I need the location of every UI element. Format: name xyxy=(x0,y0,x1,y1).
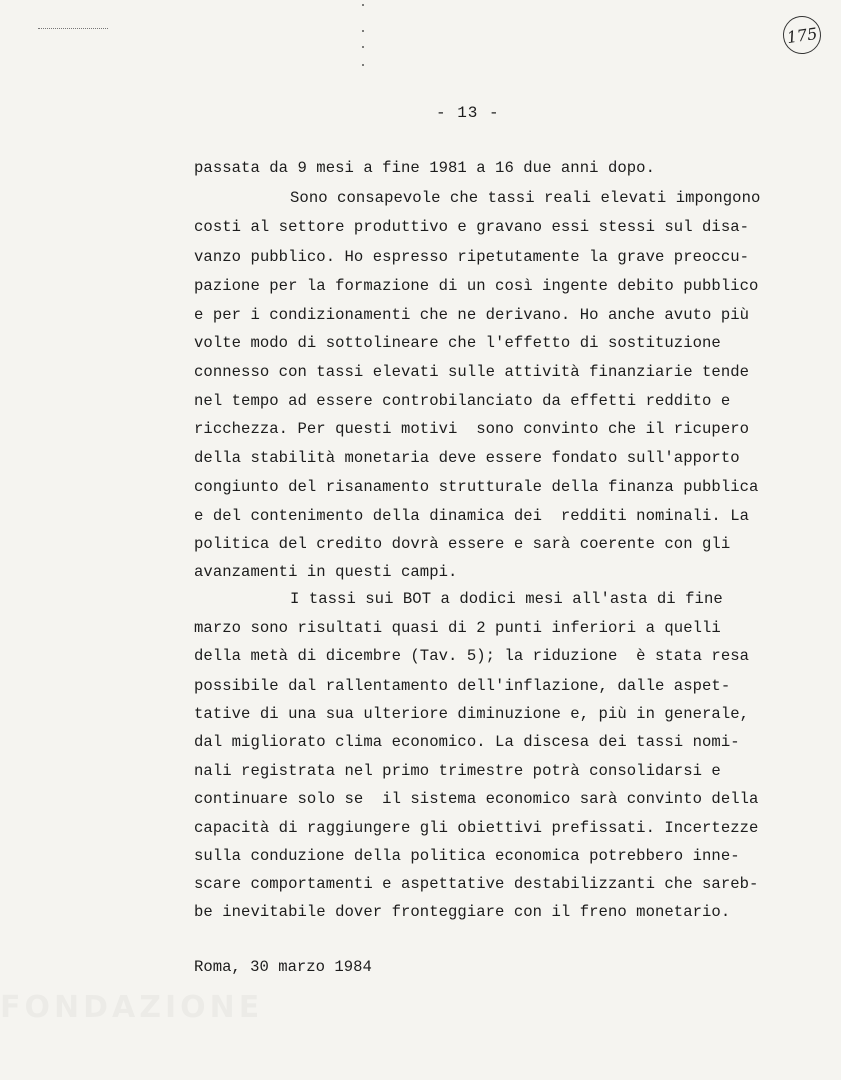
text-line: volte modo di sottolineare che l'effetto di sostituzione xyxy=(194,334,721,352)
text-line: possibile dal rallentamento dell'inflazione, dalle aspet- xyxy=(194,677,731,695)
text-line: be inevitabile dover fronteggiare con il freno monetario. xyxy=(194,903,731,921)
text-line: nel tempo ad essere controbilanciato da effetti reddito e xyxy=(194,392,731,410)
text-line: nali registrata nel primo trimestre potrà consolidarsi e xyxy=(194,762,721,780)
text-line: avanzamenti in questi campi. xyxy=(194,563,458,581)
text-line: della stabilità monetaria deve essere fondato sull'apporto xyxy=(194,449,740,467)
text-line: I tassi sui BOT a dodici mesi all'asta di fine xyxy=(290,590,723,608)
place-date-line: Roma, 30 marzo 1984 xyxy=(194,958,372,976)
text-line: vanzo pubblico. Ho espresso ripetutamente la grave preoccu- xyxy=(194,248,750,266)
watermark xyxy=(0,990,263,1025)
corner-scan-mark xyxy=(38,22,108,29)
text-line: e del contenimento della dinamica dei redditi nominali. La xyxy=(194,507,750,525)
text-line: dal migliorato clima economico. La discesa dei tassi nomi- xyxy=(194,733,740,751)
text-line: pazione per la formazione di un così ingente debito pubblico xyxy=(194,277,759,295)
text-line: continuare solo se il sistema economico sarà convinto della xyxy=(194,790,759,808)
punch-dots xyxy=(362,0,365,80)
text-line: ricchezza. Per questi motivi sono convinto che il ricupero xyxy=(194,420,750,438)
text-line: e per i condizionamenti che ne derivano. Ho anche avuto più xyxy=(194,306,750,324)
text-line: connesso con tassi elevati sulle attività finanziarie tende xyxy=(194,363,750,381)
text-line: costi al settore produttivo e gravano essi stessi sul disa- xyxy=(194,218,750,236)
text-line: sulla conduzione della politica economica potrebbero inne- xyxy=(194,847,740,865)
text-line: tative di una sua ulteriore diminuzione e, più in generale, xyxy=(194,705,750,723)
archive-stamp: 175 xyxy=(781,14,824,57)
text-line: Sono consapevole che tassi reali elevati impongono xyxy=(290,189,761,207)
text-line: congiunto del risanamento strutturale della finanza pubblica xyxy=(194,478,759,496)
text-line: politica del credito dovrà essere e sarà coerente con gli xyxy=(194,535,731,553)
page-number: - 13 - xyxy=(436,104,500,122)
text-line: della metà di dicembre (Tav. 5); la riduzione è stata resa xyxy=(194,647,750,665)
text-line: marzo sono risultati quasi di 2 punti inferiori a quelli xyxy=(194,619,721,637)
text-line: capacità di raggiungere gli obiettivi prefissati. Incertezze xyxy=(194,819,759,837)
text-line: passata da 9 mesi a fine 1981 a 16 due anni dopo. xyxy=(194,159,655,177)
text-line: scare comportamenti e aspettative destabilizzanti che sareb- xyxy=(194,875,759,893)
